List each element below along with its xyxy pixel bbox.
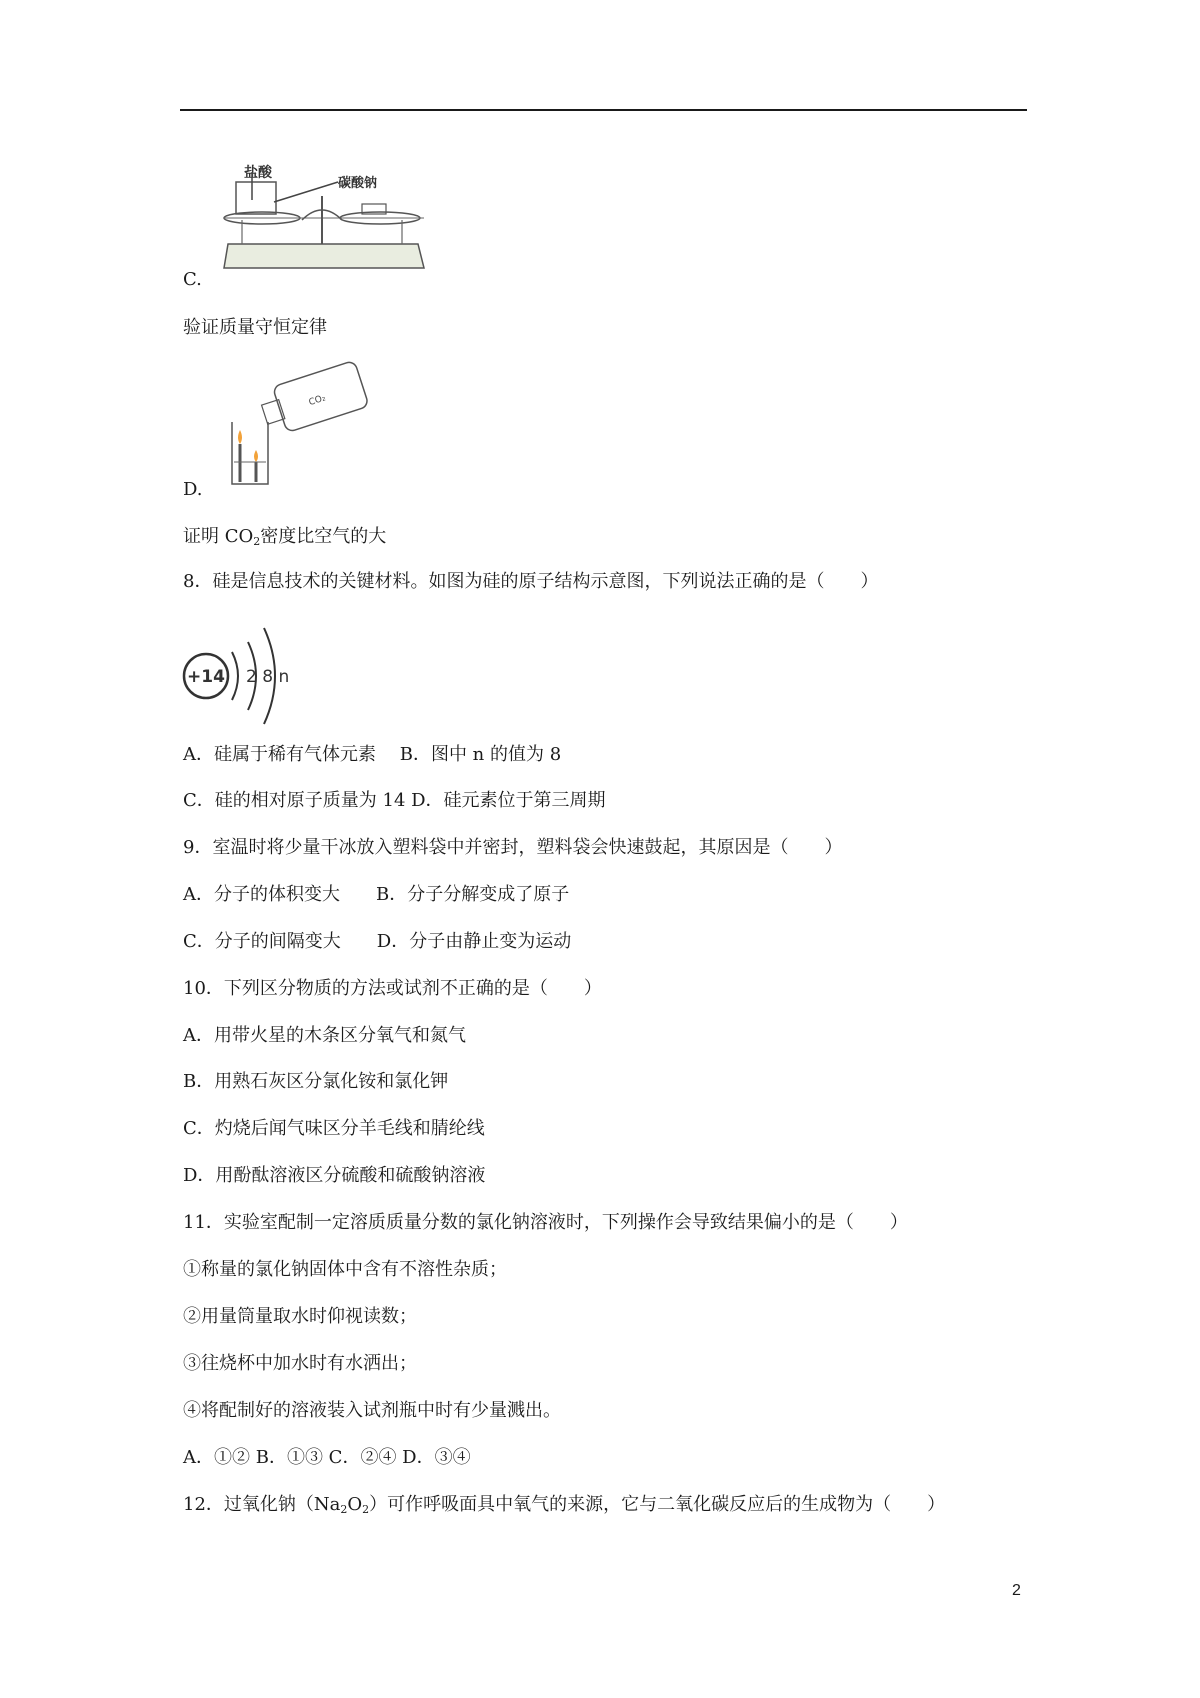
label-salt: 碳酸钠 <box>338 176 378 191</box>
page-number: 2 <box>1012 1582 1021 1599</box>
option-d-caption: 证明 $CO_2$密度比空气的大 <box>183 526 387 548</box>
option-d-label: D. <box>183 479 203 500</box>
question-11-item-2: ②用量筒量取水时仰视读数； <box>183 1306 417 1327</box>
question-11: 11．实验室配制一定溶质质量分数的氯化钠溶液时，下列操作会导致结果偏小的是（ ） <box>183 1212 908 1233</box>
question-10: 10．下列区分物质的方法或试剂不正确的是（ ） <box>183 978 602 999</box>
question-10-option-c: C．灼烧后闻气味区分羊毛线和腈纶线 <box>183 1118 485 1139</box>
co2-bottle-label: CO₂ <box>307 393 328 409</box>
question-8: 8．硅是信息技术的关键材料。如图为硅的原子结构示意图，下列说法正确的是（ ） <box>183 571 879 592</box>
shell-electrons: 2 8 n <box>246 667 290 687</box>
question-12: 12．过氧化钠$(Na_2O_2)$可作呼吸面具中氧气的来源，它与二氧化碳反应后的生成物为（ ） <box>183 1494 946 1516</box>
question-9: 9．室温时将少量干冰放入塑料袋中并密封，塑料袋会快速鼓起，其原因是（ ） <box>183 837 843 858</box>
option-c-caption: 验证质量守恒定律 <box>183 317 327 338</box>
co2-pouring-figure <box>226 358 376 488</box>
question-8-options-cd: C．硅的相对原子质量为 14 D．硅元素位于第三周期 <box>183 790 606 811</box>
balance-figure <box>222 160 426 278</box>
option-c-label: C. <box>183 269 202 290</box>
question-11-item-3: ③往烧杯中加水时有水洒出； <box>183 1353 417 1374</box>
question-10-option-b: B．用熟石灰区分氯化铵和氯化钾 <box>183 1071 449 1092</box>
question-11-item-4: ④将配制好的溶液装入试剂瓶中时有少量溅出。 <box>183 1400 561 1421</box>
question-9-options-cd: C．分子的间隔变大 D．分子由静止变为运动 <box>183 931 572 952</box>
question-9-options-ab: A．分子的体积变大 B．分子分解变成了原子 <box>183 884 570 905</box>
question-11-options: A．①② B．①③ C．②④ D．③④ <box>183 1447 471 1468</box>
silicon-atom-diagram <box>182 618 312 726</box>
label-acid: 盐酸 <box>244 165 272 181</box>
nucleus-charge: +14 <box>187 667 225 687</box>
question-10-option-d: D．用酚酞溶液区分硫酸和硫酸钠溶液 <box>183 1165 486 1186</box>
question-10-option-a: A．用带火星的木条区分氧气和氮气 <box>183 1025 466 1046</box>
question-8-options-ab: A．硅属于稀有气体元素 B．图中 n 的值为 8 <box>183 744 562 765</box>
question-11-item-1: ①称量的氯化钠固体中含有不溶性杂质； <box>183 1259 507 1280</box>
header-rule <box>180 109 1027 111</box>
